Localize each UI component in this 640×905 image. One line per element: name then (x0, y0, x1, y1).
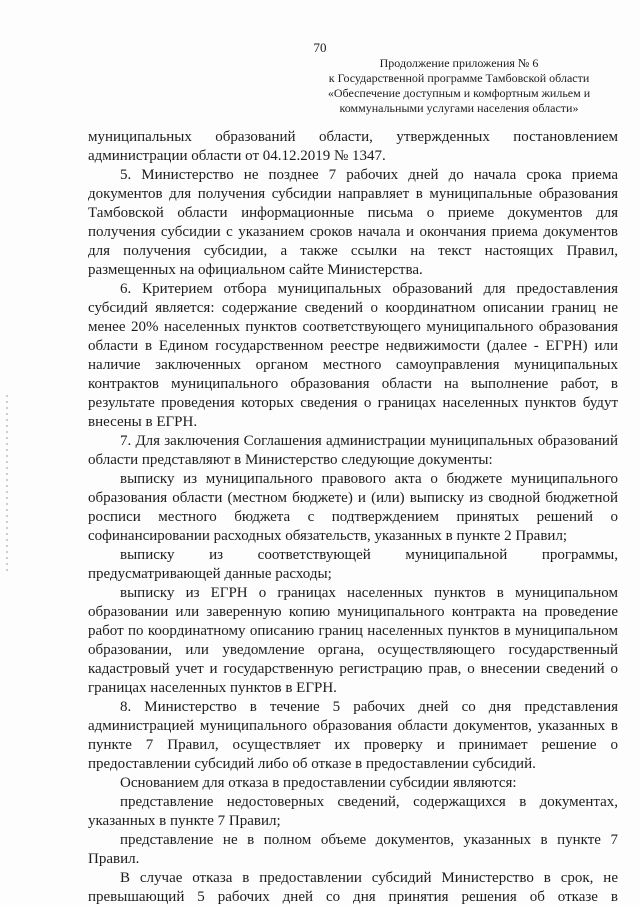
appendix-header-line-1: Продолжение приложения № 6 (379, 56, 539, 70)
paragraph-refusal-grounds: Основанием для отказа в предоставлении субсидии являются: (120, 775, 517, 791)
page-number: 70 (313, 40, 327, 55)
paragraph-document-budget-extract: выписку из муниципального правового акта о бюджете муниципального образования области (местном бюджете) и (или) выписку из сводной бюджетной росписи местного бюджета с подтверждением принятых решений о софинансировании расходных обязательств, указанных в пункте 2 Правил; (88, 471, 618, 544)
appendix-header-line-2: к Государственной программе Тамбовской области (328, 71, 590, 85)
paragraph-refusal-false-info: представление недостоверных сведений, содержащихся в документах, указанных в пункте 7 Правил; (88, 794, 618, 829)
appendix-header-line-4: коммунальными услугами населения области» (339, 101, 579, 115)
scan-margin-mark (6, 395, 8, 575)
paragraph-item-5: 5. Министерство не позднее 7 рабочих дней до начала срока приема документов для получения субсидии направляет в муниципальные образования Тамбовской области информационные письма о приеме документов для получения субсидии с указанием сроков начала и окончания приема документов для получения субсидии, а также ссылки на текст настоящих Правил, размещенных на официальном сайте Министерства. (88, 167, 618, 278)
paragraph-refusal-notice: В случае отказа в предоставлении субсидий Министерство в срок, не превышающий 5 рабочих дней со дня принятия решения об отказе в (88, 870, 618, 905)
document-body (88, 128, 618, 905)
appendix-header-line-3: «Обеспечение доступным и комфортным жильем и (327, 86, 591, 100)
paragraph-refusal-incomplete: представление не в полном объеме документов, указанных в пункте 7 Правил. (88, 832, 618, 867)
paragraph-item-6: 6. Критерием отбора муниципальных образований для предоставления субсидий является: содержание сведений о координатном описании границ не менее 20% населенных пунктов соответствующего муниципального образования области в Едином государственном реестре недвижимости (далее - ЕГРН) или наличие заключенных органом местного самоуправления муниципальных контрактов муниципального образования области на выполнение работ, в результате проведения которых сведения о границах населенных пунктов будут внесены в ЕГРН. (88, 281, 618, 430)
paragraph-continuation: муниципальных образований области, утвержденных постановлением администрации области от 04.12.2019 № 1347. (88, 129, 618, 164)
paragraph-document-egrn-extract: выписку из ЕГРН о границах населенных пунктов в муниципальном образовании или заверенную копию муниципального контракта на проведение работ по координатному описанию границ населенных пунктов в муниципальном образовании, или уведомление органа, осуществляющего государственный кадастровый учет и государственную регистрацию прав, о внесении сведений о границах населенных пунктов в ЕГРН. (88, 585, 618, 696)
paragraph-item-8: 8. Министерство в течение 5 рабочих дней со дня представления администрацией муниципального образования области документов, указанных в пункте 7 Правил, осуществляет их проверку и принимает решение о предоставлении субсидий либо об отказе в предоставлении субсидий. (88, 699, 618, 772)
paragraph-document-program-extract: выписку из соответствующей муниципальной программы, предусматривающей данные расходы; (88, 547, 618, 582)
paragraph-item-7: 7. Для заключения Соглашения администрации муниципальных образований области представляют в Министерство следующие документы: (88, 433, 618, 468)
appendix-header (300, 56, 618, 116)
